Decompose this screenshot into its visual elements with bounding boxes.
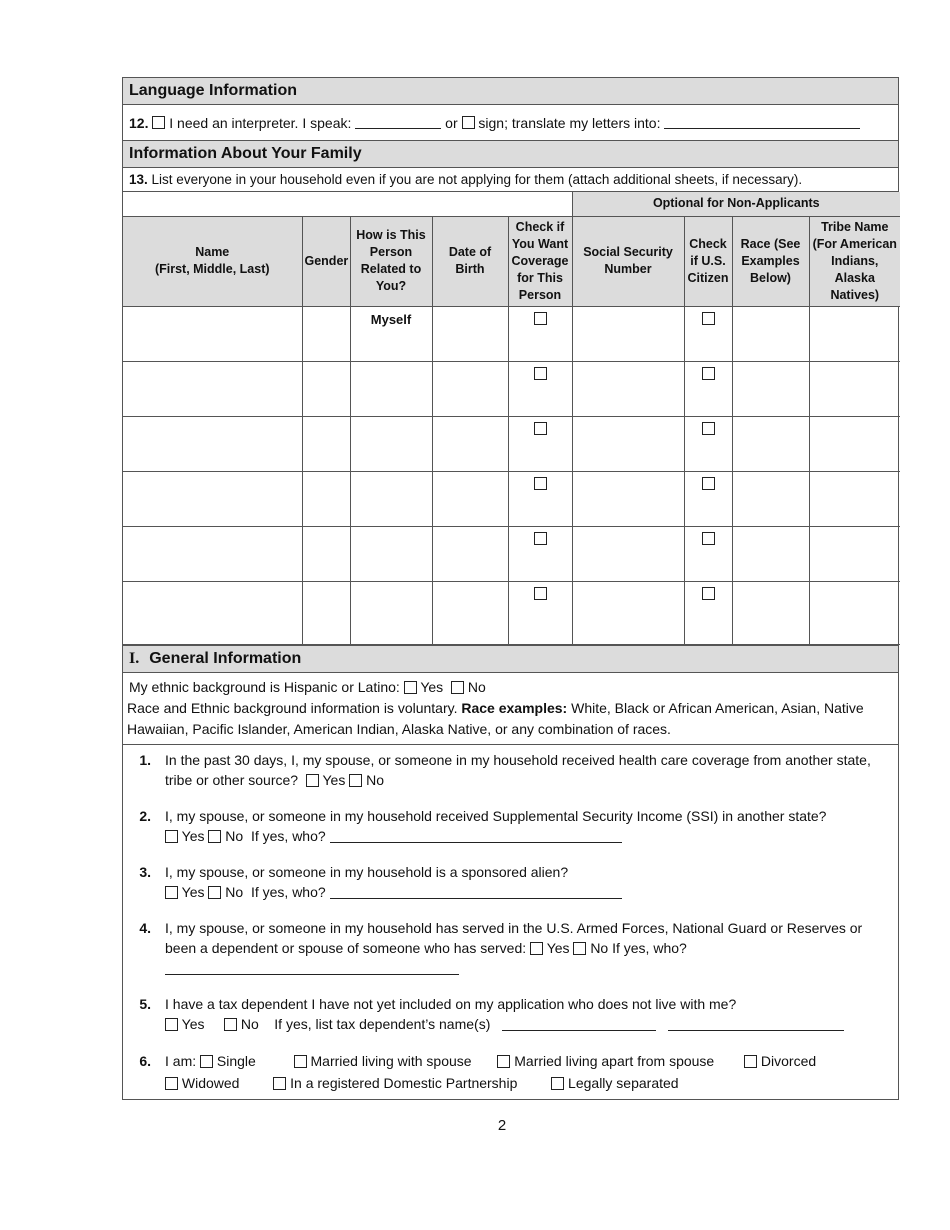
q6-iam-label: I am: [165, 1052, 197, 1069]
q5-list-label: If yes, list tax dependent’s name(s) [274, 1015, 491, 1032]
ethnicity-block [123, 673, 898, 745]
ssn-cell[interactable] [572, 361, 684, 416]
q1-no-label: No [366, 771, 385, 788]
q2-no-checkbox[interactable] [208, 830, 221, 843]
q4-yes-checkbox[interactable] [530, 942, 543, 955]
q3-yes-label: Yes [181, 883, 205, 900]
divorced-checkbox[interactable] [744, 1055, 757, 1068]
coverage-cell [508, 471, 572, 526]
language-section-header [123, 78, 898, 105]
q5-text: I have a tax dependent I have not yet included on my application who does not live with me? [165, 995, 737, 1012]
tribe-cell[interactable] [809, 361, 900, 416]
coverage-cell [508, 306, 572, 361]
q3-who-field[interactable] [330, 886, 622, 899]
citizen-cell [684, 471, 732, 526]
relation-myself: Myself [370, 311, 412, 327]
table-row [123, 306, 900, 361]
married-with-spouse-label: Married living with spouse [310, 1052, 472, 1069]
question-3 [123, 862, 894, 902]
tribe-cell[interactable] [809, 306, 900, 361]
family-section-header [123, 141, 898, 168]
q1-yes-label: Yes [322, 771, 346, 788]
question-13 [123, 168, 898, 192]
general-section-title: General Information [149, 649, 302, 667]
ethnic-question [127, 677, 894, 698]
col-header-name [123, 216, 302, 306]
question-2 [123, 806, 894, 846]
q12-text-a: I need an interpreter. I speak: [169, 114, 352, 131]
domestic-partnership-label: In a registered Domestic Partnership [290, 1074, 518, 1091]
table-row [123, 361, 900, 416]
q2-yes-checkbox[interactable] [165, 830, 178, 843]
q2-who-label: If yes, who? [250, 827, 326, 844]
coverage-checkbox[interactable] [534, 422, 547, 435]
col-header-gender: Gender [302, 216, 350, 306]
q5-no-label: No [240, 1015, 259, 1032]
hispanic-yes-checkbox[interactable] [404, 681, 417, 694]
page-number: 2 [497, 1117, 507, 1134]
q3-who-label: If yes, who? [250, 883, 326, 900]
citizen-cell [684, 416, 732, 471]
optional-header: Optional for Non-Applicants [572, 192, 900, 216]
citizen-cell [684, 306, 732, 361]
dob-cell[interactable] [432, 581, 508, 644]
citizen-checkbox[interactable] [702, 477, 715, 490]
col-header-citizen: Check if U.S. Citizen [684, 216, 732, 306]
col-header-dob: Date of Birth [432, 216, 508, 306]
q12-text-b: sign; translate my letters into: [478, 114, 661, 131]
gender-cell[interactable] [302, 581, 350, 644]
sign-checkbox[interactable] [462, 116, 475, 129]
gender-cell[interactable] [302, 526, 350, 581]
q1-text-b: tribe or other source? [165, 771, 299, 788]
ethnic-question-text: My ethnic background is Hispanic or Latino: [129, 678, 400, 695]
tribe-cell[interactable] [809, 581, 900, 644]
tribe-cell[interactable] [809, 471, 900, 526]
widowed-label: Widowed [181, 1074, 240, 1091]
interpreter-checkbox[interactable] [152, 116, 165, 129]
q4-who-field[interactable] [165, 962, 459, 975]
name-cell[interactable] [123, 306, 302, 361]
dob-cell[interactable] [432, 416, 508, 471]
q4-no-checkbox[interactable] [573, 942, 586, 955]
citizen-cell [684, 526, 732, 581]
q1-number: 1. [139, 751, 151, 768]
col-header-relation: How is This Person Related to You? [350, 216, 432, 306]
col-header-coverage: Check if You Want Coverage for This Person [508, 216, 572, 306]
q5-no-checkbox[interactable] [224, 1018, 237, 1031]
q1-no-checkbox[interactable] [349, 774, 362, 787]
relation-cell [350, 306, 432, 361]
race-cell[interactable] [732, 526, 809, 581]
q5-name-field-1[interactable] [502, 1018, 656, 1031]
gender-cell[interactable] [302, 361, 350, 416]
coverage-cell [508, 581, 572, 644]
q4-yes-label: Yes [546, 939, 570, 956]
table-row [123, 416, 900, 471]
race-cell[interactable] [732, 361, 809, 416]
coverage-checkbox[interactable] [534, 587, 547, 600]
q3-no-checkbox[interactable] [208, 886, 221, 899]
domestic-partnership-checkbox[interactable] [273, 1077, 286, 1090]
col-header-race: Race (See Examples Below) [732, 216, 809, 306]
col-name-line1: Name [195, 245, 230, 259]
gender-cell[interactable] [302, 416, 350, 471]
q4-no-who-label: No If yes, who? [590, 939, 687, 956]
q5-number: 5. [139, 995, 151, 1012]
coverage-checkbox[interactable] [534, 532, 547, 545]
q12-or: or [445, 114, 458, 131]
q5-yes-checkbox[interactable] [165, 1018, 178, 1031]
gender-cell[interactable] [302, 306, 350, 361]
q5-name-field-2[interactable] [668, 1018, 844, 1031]
dob-cell[interactable] [432, 306, 508, 361]
ssn-cell[interactable] [572, 416, 684, 471]
citizen-checkbox[interactable] [702, 587, 715, 600]
race-note-c: Hawaiian, Pacific Islander, American Indian, Alaska Native, or any combination of races. [127, 720, 671, 737]
q2-yes-label: Yes [181, 827, 205, 844]
hispanic-no-label: No [467, 678, 486, 695]
table-spacer-cell [123, 192, 572, 216]
divorced-label: Divorced [760, 1052, 817, 1069]
race-cell[interactable] [732, 306, 809, 361]
application-form [122, 77, 899, 1100]
question-5 [123, 994, 894, 1034]
legally-separated-label: Legally separated [568, 1074, 679, 1091]
q3-yes-checkbox[interactable] [165, 886, 178, 899]
race-note-a: Race and Ethnic background information is voluntary. [127, 699, 458, 716]
q4-number: 4. [139, 919, 151, 936]
name-cell[interactable] [123, 416, 302, 471]
q4-text-a: I, my spouse, or someone in my household has served in the U.S. Armed Forces, National Guard or Reserves or [165, 919, 863, 936]
ssn-cell[interactable] [572, 471, 684, 526]
hispanic-no-checkbox[interactable] [451, 681, 464, 694]
relation-cell[interactable] [350, 416, 432, 471]
col-name-line2: (First, Middle, Last) [154, 262, 270, 276]
household-table [123, 192, 900, 645]
single-checkbox[interactable] [200, 1055, 213, 1068]
relation-cell[interactable] [350, 471, 432, 526]
coverage-checkbox[interactable] [534, 367, 547, 380]
ssn-cell[interactable] [572, 581, 684, 644]
citizen-checkbox[interactable] [702, 532, 715, 545]
question-12 [123, 105, 898, 141]
race-note-b: White, Black or African American, Asian, Native [571, 699, 864, 716]
relation-cell[interactable] [350, 526, 432, 581]
language-spoken-field[interactable] [355, 116, 441, 129]
translate-language-field[interactable] [664, 116, 860, 129]
question-6 [123, 1050, 894, 1094]
hispanic-yes-label: Yes [420, 678, 444, 695]
single-label: Single [216, 1052, 256, 1069]
citizen-checkbox[interactable] [702, 312, 715, 325]
q2-number: 2. [139, 807, 151, 824]
dob-cell[interactable] [432, 361, 508, 416]
tribe-cell[interactable] [809, 416, 900, 471]
q3-number: 3. [139, 863, 151, 880]
table-row [123, 581, 900, 644]
name-cell[interactable] [123, 581, 302, 644]
q3-no-label: No [225, 883, 244, 900]
family-section-title: Information About Your Family [129, 145, 362, 162]
widowed-checkbox[interactable] [165, 1077, 178, 1090]
q6-number: 6. [139, 1052, 151, 1069]
legally-separated-checkbox[interactable] [551, 1077, 564, 1090]
married-with-spouse-checkbox[interactable] [294, 1055, 307, 1068]
question-4 [123, 918, 894, 978]
citizen-cell [684, 581, 732, 644]
q5-yes-label: Yes [181, 1015, 205, 1032]
coverage-checkbox[interactable] [534, 477, 547, 490]
married-apart-checkbox[interactable] [497, 1055, 510, 1068]
race-examples-label: Race examples: [461, 699, 568, 716]
name-cell[interactable] [123, 361, 302, 416]
q3-text: I, my spouse, or someone in my household is a sponsored alien? [165, 863, 569, 880]
table-row [123, 471, 900, 526]
ssn-cell[interactable] [572, 526, 684, 581]
q2-text: I, my spouse, or someone in my household received Supplemental Security Income (SSI) in another state? [165, 807, 827, 824]
question-1 [123, 750, 894, 790]
race-cell[interactable] [732, 581, 809, 644]
ssn-cell[interactable] [572, 306, 684, 361]
married-apart-label: Married living apart from spouse [514, 1052, 715, 1069]
coverage-cell [508, 361, 572, 416]
table-row [123, 526, 900, 581]
general-section-header [123, 645, 898, 673]
race-cell[interactable] [732, 416, 809, 471]
col-header-tribe: Tribe Name (For American Indians, Alaska Natives) [809, 216, 900, 306]
citizen-cell [684, 361, 732, 416]
coverage-checkbox[interactable] [534, 312, 547, 325]
dob-cell[interactable] [432, 526, 508, 581]
race-note [127, 698, 894, 740]
coverage-cell [508, 526, 572, 581]
citizen-checkbox[interactable] [702, 367, 715, 380]
q12-number: 12. [129, 114, 149, 131]
general-questions [123, 745, 898, 1099]
q13-number: 13. [129, 172, 148, 187]
q2-no-label: No [225, 827, 244, 844]
race-cell[interactable] [732, 471, 809, 526]
q4-text-b: been a dependent or spouse of someone who has served: [165, 939, 527, 956]
q2-who-field[interactable] [330, 830, 622, 843]
name-cell[interactable] [123, 526, 302, 581]
q1-text-a: In the past 30 days, I, my spouse, or someone in my household received health care coverage from another state, [165, 751, 871, 768]
name-cell[interactable] [123, 471, 302, 526]
section-roman-numeral: I. [129, 649, 140, 667]
dob-cell[interactable] [432, 471, 508, 526]
tribe-cell[interactable] [809, 526, 900, 581]
q1-yes-checkbox[interactable] [306, 774, 319, 787]
q13-text: List everyone in your household even if you are not applying for them (attach additional sheets, if necessary). [151, 172, 803, 187]
citizen-checkbox[interactable] [702, 422, 715, 435]
coverage-cell [508, 416, 572, 471]
relation-cell[interactable] [350, 581, 432, 644]
relation-cell[interactable] [350, 361, 432, 416]
gender-cell[interactable] [302, 471, 350, 526]
col-header-ssn: Social Security Number [572, 216, 684, 306]
language-section-title: Language Information [129, 82, 297, 99]
